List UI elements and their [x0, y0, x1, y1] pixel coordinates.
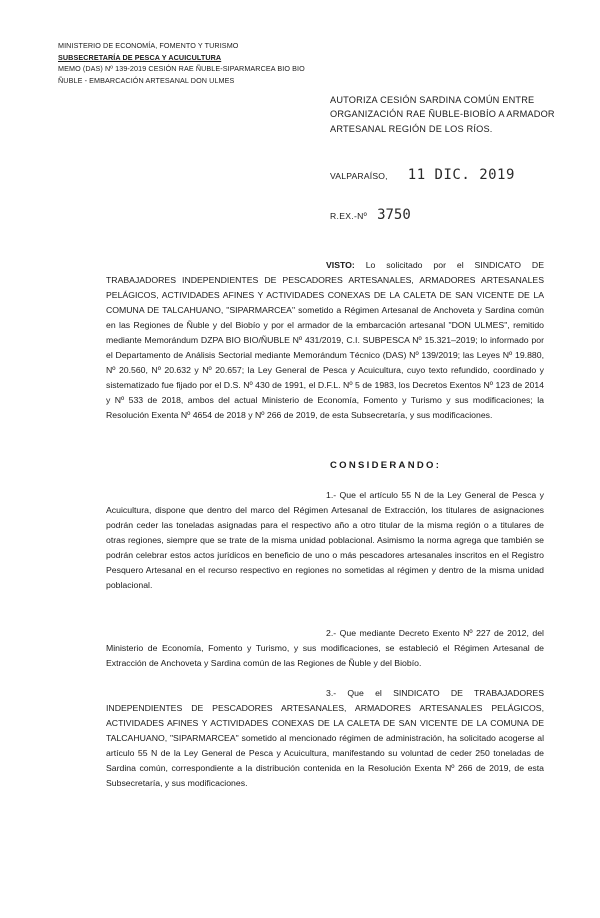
considerando-paragraph-1: 1.- Que el artículo 55 N de la Ley General de Pesca y Acuicultura, dispone que dentro del marco del Régimen Artesanal de Extracción, los titulares de asignaciones podrán ceder las toneladas asignadas para el respectivo año a otro titular de la misma región o a titulares de otras regiones, siempre que se trate de la misma unidad poblacional. Asimismo la norma agrega que también se podrán celebrar estos actos jurídicos en beneficio de uno o más pescadores artesanales inscritos en el Registro Pesquero Artesanal en el recurso respectivo en regiones no sometidas al régimen y dentro de la misma unidad poblacional.	[106, 490, 544, 590]
subsecretary-name: SUBSECRETARÍA DE PESCA Y ACUICULTURA	[58, 52, 222, 62]
letterhead	[58, 40, 328, 86]
document-subject: AUTORIZA CESIÓN SARDINA COMÚN ENTRE ORGANIZACIÓN RAE ÑUBLE-BIOBÍO A ARMADOR ARTESANAL REGIÓN DE LOS RÍOS.	[330, 95, 555, 134]
date-stamp: 11 DIC. 2019	[407, 167, 515, 183]
resolution-number	[330, 207, 530, 223]
memo-subject: ÑUBLE - EMBARCACIÓN ARTESANAL DON ULMES	[58, 75, 235, 85]
city: VALPARAÍSO,	[330, 171, 388, 181]
memo-reference: MEMO (DAS) Nº 139-2019 CESIÓN RAE ÑUBLE-SIPARMARCEA BIO BIO	[58, 64, 305, 73]
resolution-number-value: 3750	[377, 207, 411, 223]
ministry-name: MINISTERIO DE ECONOMÍA, FOMENTO Y TURISMO	[58, 41, 239, 50]
place-and-date	[330, 167, 570, 183]
considerando-paragraph-3: 3.- Que el SINDICATO DE TRABAJADORES INDEPENDIENTES DE PESCADORES ARTESANALES, ARMADORES ARTESANALES PELÁGICOS, ACTIVIDADES AFINES Y ACTIVIDADES CONEXAS DE LA CALETA DE SAN VICENTE DE LA COMUNA DE TALCAHUANO, "SIPARMARCEA" sometido al mencionado régimen de administración, ha solicitado acogerse al artículo 55 N de la Ley General de Pesca y Acuicultura, manifestando su voluntad de ceder 250 toneladas de Sardina común, correspondiente a la distribución contenida en la Resolución Exenta Nº 266 de 2019, de esta Subsecretaría, y sus modificaciones.	[106, 688, 544, 788]
considerando-heading: CONSIDERANDO:	[330, 460, 442, 471]
visto-text: Lo solicitado por el SINDICATO DE TRABAJADORES INDEPENDIENTES DE PESCADORES ARTESANALES, ARMADORES ARTESANALES PELÁGICOS, ACTIVIDADES AFINES Y ACTIVIDADES CONEXAS DE LA CALETA DE SAN VICENTE DE LA COMUNA DE TALCAHUANO, "SIPARMARCEA" sometido a Régimen Artesanal de Anchoveta y Sardina común en las Regiones de Ñuble y del Biobío y por el armador de la embarcación artesanal "DON ULMES", remitido mediante Memorándum DZPA BIO BIO/ÑUBLE Nº 431/2019, C.I. SUBPESCA Nº 15.321–2019; lo informado por el Departamento de Análisis Sectorial mediante Memorándum Técnico (DAS) Nº 139/2019; las Leyes Nº 19.880, Nº 20.560, Nº 20.632 y Nº 20.657; la Ley General de Pesca y Acuicultura, cuyo texto refundido, coordinado y sistematizado fue fijado por el D.S. Nº 430 de 1991, el D.F.L. Nº 5 de 1983, los Decretos Exentos Nº 123 de 2014 y Nº 533 de 2018, ambos del actual Ministerio de Economía, Fomento y Turismo y sus modificaciones; la Resolución Exenta Nº 4654 de 2018 y Nº 266 de 2019, de esta Subsecretaría, y sus modificaciones.	[106, 260, 544, 420]
visto-paragraph	[106, 258, 544, 423]
visto-label: VISTO:	[326, 260, 355, 270]
considerando-paragraph-2: 2.- Que mediante Decreto Exento Nº 227 de 2012, del Ministerio de Economía, Fomento y Turismo, y sus modificaciones, se estableció el Régimen Artesanal de Extracción de Anchoveta y Sardina común de las Regiones de Ñuble y del Biobío.	[106, 628, 544, 668]
resolution-label: R.EX.-Nº	[330, 211, 368, 221]
